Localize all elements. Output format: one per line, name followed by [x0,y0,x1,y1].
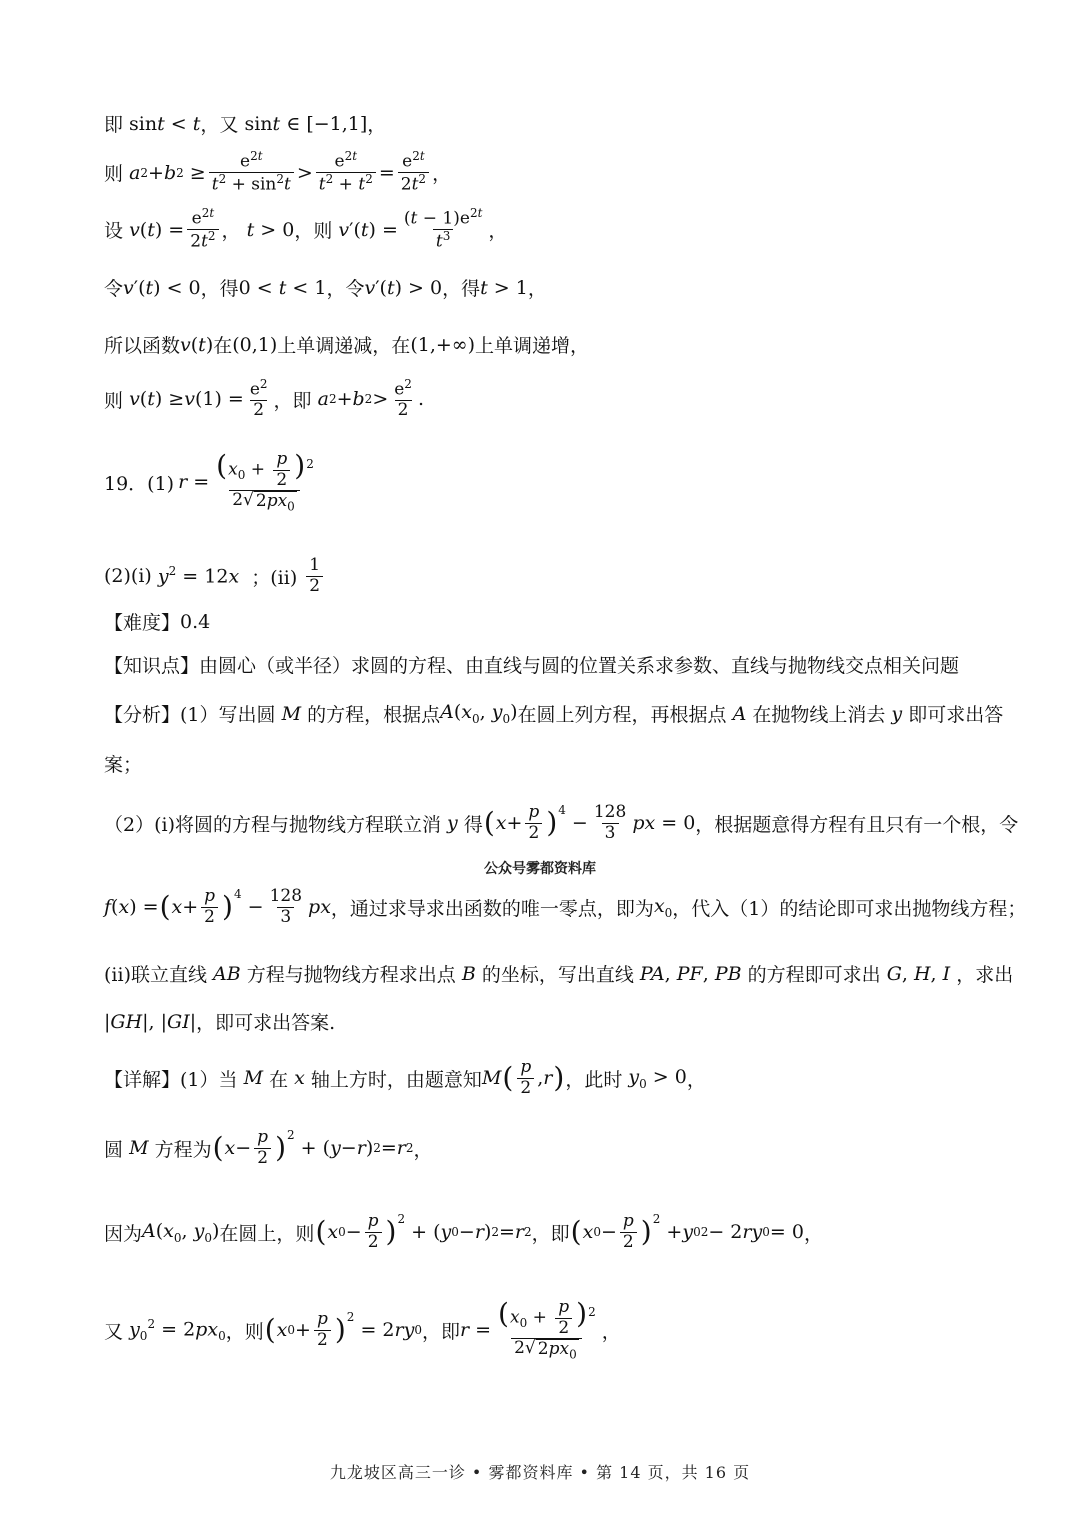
analysis-line [104,1008,335,1035]
detail-line [104,1128,433,1168]
text: 则 [104,389,124,412]
formula: ( x − $\frac{p}{2}$ ) $^2$ + ( y − r ) 2 = r 2 [212,1127,414,1168]
formula: v′(t) > 0 [364,276,443,299]
formula: |GH|, |GI| [104,1010,197,1033]
text: ， [200,114,220,136]
formula: $A(x_0$, $y_0$) [440,701,518,726]
text: 在抛物线上消去 [752,704,886,726]
text: ， [488,220,508,243]
formula: A [732,702,747,725]
formula: t > 1 [480,276,528,299]
formula: x [294,1067,305,1090]
text: ，根据题意得方程有且只有一个根，令 [695,813,1019,836]
text: ，得 [200,278,239,300]
solution-line [104,331,589,358]
formula: $A(x_0$, $y_0$) [142,1219,220,1245]
difficulty-line [104,608,210,635]
formula: M ( $\frac{p}{2}$ , r ) [481,1057,565,1098]
text: ， [686,1068,706,1091]
text: 在 [213,335,233,357]
text: ，即可求出答案. [196,1012,336,1034]
formula: y [891,702,903,725]
text: 即 [104,114,124,136]
text: ，则 [294,220,333,243]
text: (1）写出圆 [180,704,276,726]
formula: y [447,812,458,835]
page-footer: 九龙坡区高三一诊 • 雾都资料库 • 第 14 页，共 16 页 [329,1463,751,1482]
detail-line [104,1212,823,1252]
text: 的坐标，写出直线 [481,964,634,986]
formula: G, H, I [886,962,951,985]
text: ， [527,278,547,300]
formula: B [461,962,476,985]
text: ， [413,1138,433,1161]
formula: v ( t ) = $\frac{e^{2t}}{2t^2}$ [123,207,222,252]
text: ，令 [326,278,365,300]
text: 案； [104,754,143,776]
label: 【知识点】 [104,655,200,677]
text: （2）(i)将圆的方程与抛物线方程联立消 [104,813,441,836]
label: 【难度】 [104,612,181,634]
formula: f ( x ) = ( x + $\frac{p}{2}$ ) $^4$ − $\frac{128}{3}$ px [104,886,331,927]
text: 令 [104,278,124,300]
formula: v(t) [180,333,214,356]
text: 在圆上，则 [219,1222,315,1245]
formula: sint ∈ [−1,1] [238,112,368,135]
question-number: 19．(1) [104,472,175,495]
text: ， [432,163,452,186]
formula: v′(t) < 0 [123,276,201,299]
text: ， [221,220,241,243]
text: 方程为 [154,1138,212,1161]
formula: ( x + $\frac{p}{2}$ ) $^4$ − $\frac{128}{3}$ px = 0 [483,802,696,843]
text: ，即 [273,389,312,412]
formula: r = ($x_0$ + $\frac{p}{2}$ )$^2$ 2√ $2px_0$ [459,1296,596,1362]
formula: v ′( t ) = $\frac{(t - 1)e^{2t}}{t^3}$ [338,206,483,252]
formula: M [281,702,302,725]
formula: r = ($x_0$ + $\frac{p}{2}$ )$^2$ 2√ $2px_0$ [178,448,314,514]
text: 方程与抛物线方程求出点 [246,964,456,986]
text: 又 [104,1320,124,1343]
text: (ii)联立直线 [104,964,207,986]
formula: $x_0$ [653,894,673,920]
formula: $y_0 > 0$ [628,1065,687,1091]
formula: t > 0 [246,218,295,241]
formula: ( x 0 − $\frac{p}{2}$ ) $^2$ + ( y 0 − r ) 2 = r 2 [315,1211,532,1252]
text: ，得 [442,278,481,300]
text: 因为 [104,1222,143,1245]
formula: ( x 0 − $\frac{p}{2}$ ) $^2$ + y 0 2 − 2 ry 0 = 0 [570,1211,804,1252]
label: 【详解】 [104,1068,181,1091]
text: 又 [219,114,239,136]
formula: a 2 + b 2 ≥ $\frac{e^{2t}}{t^2 + \sin^2t}$ > $\frac{e^{2t}}{t^2 + t^2}$ = $\frac{e^{2t}}{2t^2}$ [123,150,432,195]
text: 即可求出答 [908,704,1004,726]
text: ，代入（1）的结论即可求出抛物线方程； [672,897,1027,920]
answer-line [104,450,320,514]
text: 上单调递增， [475,335,590,357]
analysis-line [104,887,1026,927]
text: ， [601,1320,621,1343]
text: ；(ii) [251,566,298,589]
formula: $y^2 = 12x$ [157,564,240,588]
formula: $y_0^2 = 2px_0$ [129,1317,226,1344]
text: (1）当 [180,1068,238,1091]
solution-line [104,274,547,301]
watermark: 公众号雾都资料库 [484,861,596,877]
text: 圆 [104,1138,124,1161]
text: . [417,388,424,411]
text: ，求出 [956,964,1014,986]
answer-line [104,556,326,596]
detail-line [104,1058,706,1098]
text: 则 [104,163,124,186]
formula: M [243,1067,264,1090]
text: 由圆心（或半径）求圆的方程、由直线与圆的位置关系求参数、直线与抛物线交点相关问题 [199,655,960,677]
text: ， [803,1222,823,1245]
analysis-line [104,960,1013,987]
text: 得 [463,813,483,836]
text: 的方程，根据点 [307,704,441,726]
text: ，即 [421,1320,460,1343]
formula: (0,1) [232,333,278,356]
text: 轴上方时，由题意知 [310,1068,482,1091]
formula: a 2 + b 2 > $\frac{e^2}{2}$ [317,377,412,421]
formula: sint < t [123,112,201,135]
text: 设 [104,220,124,243]
formula: AB [213,962,241,985]
solution-line [104,207,507,252]
formula: 0 < t < 1 [238,276,327,299]
text: ，则 [225,1320,264,1343]
text: 的方程即可求出 [747,964,881,986]
formula: ( x 0 + $\frac{p}{2}$ ) $^2$ = 2 ry 0 [264,1309,422,1350]
formula: M [129,1137,149,1160]
solution-line [104,150,451,195]
formula: $\frac{1}{2}$ [303,556,326,596]
text: ， [367,114,387,136]
text: 在圆上列方程，再根据点 [517,704,727,726]
label: 【分析】 [104,704,181,726]
text: 所以函数 [104,335,181,357]
formula: PA, PF, PB [639,962,742,985]
text: ，即 [531,1222,570,1245]
detail-line [104,1298,621,1362]
difficulty-value: 0.4 [180,610,211,633]
text: ，通过求导求出函数的唯一零点，即为 [330,897,654,920]
text: (2)(i) [104,565,152,588]
text: 在 [269,1068,289,1091]
formula: (1,+∞) [410,333,476,356]
analysis-line [104,700,1003,727]
analysis-line [104,803,1018,843]
solution-line [104,378,424,421]
solution-line [104,110,386,137]
analysis-line [104,750,142,777]
formula: v ( t ) ≥ v (1) = $\frac{e^2}{2}$ [129,377,268,421]
knowledge-line [104,651,959,678]
text: 上单调递减，在 [277,335,411,357]
text: ，此时 [565,1068,623,1091]
